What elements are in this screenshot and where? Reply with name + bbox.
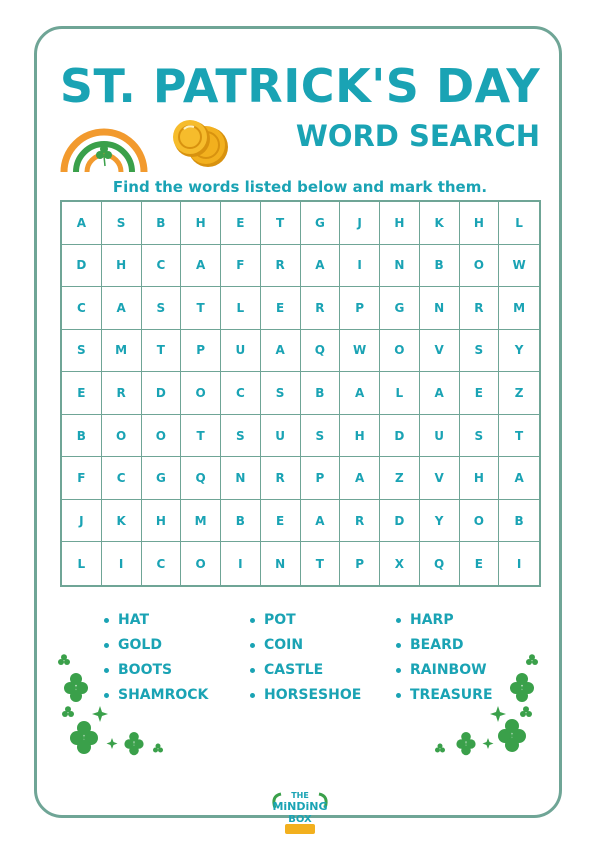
word-label: HORSESHOE: [264, 687, 362, 703]
grid-cell[interactable]: B: [221, 500, 261, 543]
grid-cell[interactable]: A: [62, 202, 102, 245]
grid-cell[interactable]: S: [460, 330, 500, 373]
grid-cell[interactable]: R: [261, 457, 301, 500]
grid-cell[interactable]: K: [102, 500, 142, 543]
grid-cell[interactable]: A: [499, 457, 539, 500]
grid-cell[interactable]: G: [301, 202, 341, 245]
grid-cell[interactable]: I: [340, 245, 380, 288]
grid-cell[interactable]: G: [142, 457, 182, 500]
grid-cell[interactable]: P: [181, 330, 221, 373]
clover-icon: [456, 732, 475, 755]
word-list-item: [250, 610, 396, 631]
word-list-item: [250, 635, 396, 656]
grid-cell[interactable]: O: [142, 415, 182, 458]
grid-cell[interactable]: A: [301, 245, 341, 288]
grid-cell[interactable]: B: [499, 500, 539, 543]
grid-cell[interactable]: Q: [420, 542, 460, 585]
grid-cell[interactable]: D: [62, 245, 102, 288]
grid-cell[interactable]: T: [181, 287, 221, 330]
grid-cell[interactable]: S: [102, 202, 142, 245]
word-label: COIN: [264, 637, 304, 653]
grid-cell[interactable]: O: [181, 372, 221, 415]
grid-cell[interactable]: C: [62, 287, 102, 330]
grid-cell[interactable]: O: [102, 415, 142, 458]
grid-cell[interactable]: L: [380, 372, 420, 415]
grid-cell[interactable]: S: [460, 415, 500, 458]
grid-cell[interactable]: K: [420, 202, 460, 245]
logo-line1: THE: [291, 791, 309, 800]
grid-cell[interactable]: M: [499, 287, 539, 330]
grid-cell[interactable]: F: [62, 457, 102, 500]
grid-cell[interactable]: C: [142, 245, 182, 288]
clover-icon: [70, 721, 98, 754]
clover-icon: [124, 732, 143, 755]
bullet-icon: [250, 693, 255, 698]
bullet-icon: [396, 618, 401, 623]
word-list-item: [104, 610, 250, 631]
clover-icon: [153, 744, 163, 753]
logo-line2: MiNDiNG: [272, 800, 328, 813]
grid-cell[interactable]: N: [261, 542, 301, 585]
clover-icon: [526, 654, 538, 665]
grid-cell[interactable]: C: [221, 372, 261, 415]
grid-cell[interactable]: T: [499, 415, 539, 458]
word-list-item: [396, 610, 524, 631]
grid-cell[interactable]: N: [221, 457, 261, 500]
grid-cell[interactable]: D: [380, 415, 420, 458]
clover-icon: [520, 706, 532, 717]
grid-cell[interactable]: A: [102, 287, 142, 330]
bullet-icon: [250, 618, 255, 623]
grid-cell[interactable]: B: [420, 245, 460, 288]
grid-cell[interactable]: E: [261, 500, 301, 543]
grid-cell[interactable]: C: [102, 457, 142, 500]
logo-icon: [269, 788, 331, 836]
grid-cell[interactable]: E: [460, 542, 500, 585]
grid-cell[interactable]: U: [221, 330, 261, 373]
clover-icon: [510, 673, 534, 702]
grid-cell[interactable]: T: [142, 330, 182, 373]
logo-line3: BOX: [288, 814, 312, 825]
grid-cell[interactable]: R: [340, 500, 380, 543]
grid-cell[interactable]: E: [261, 287, 301, 330]
grid-cell[interactable]: U: [261, 415, 301, 458]
bullet-icon: [396, 693, 401, 698]
clover-cluster-left: [54, 652, 174, 762]
grid-cell[interactable]: P: [301, 457, 341, 500]
clover-icon: [62, 706, 74, 717]
clover-cluster-right: [428, 652, 548, 762]
grid-cell[interactable]: R: [301, 287, 341, 330]
grid-cell[interactable]: H: [142, 500, 182, 543]
rainbow-icon: [58, 118, 150, 174]
grid-cell[interactable]: T: [261, 202, 301, 245]
grid-cell[interactable]: O: [460, 245, 500, 288]
grid-cell[interactable]: I: [102, 542, 142, 585]
grid-cell[interactable]: L: [499, 202, 539, 245]
grid-cell[interactable]: O: [380, 330, 420, 373]
gold-coins-icon: [170, 115, 234, 171]
grid-cell[interactable]: A: [261, 330, 301, 373]
grid-cell[interactable]: H: [460, 202, 500, 245]
grid-cell[interactable]: W: [499, 245, 539, 288]
clover-icon: [64, 673, 88, 702]
clover-icon: [58, 654, 70, 665]
grid-cell[interactable]: Q: [181, 457, 221, 500]
grid-cell[interactable]: O: [460, 500, 500, 543]
grid-cell[interactable]: U: [420, 415, 460, 458]
word-label: GOLD: [118, 637, 162, 653]
word-search-grid: [60, 200, 541, 587]
grid-cell[interactable]: N: [420, 287, 460, 330]
bullet-icon: [250, 668, 255, 673]
grid-cell[interactable]: E: [221, 202, 261, 245]
grid-cell[interactable]: S: [301, 415, 341, 458]
grid-cell[interactable]: H: [102, 245, 142, 288]
grid-cell[interactable]: B: [301, 372, 341, 415]
grid-cell[interactable]: F: [221, 245, 261, 288]
bullet-icon: [396, 668, 401, 673]
grid-cell[interactable]: A: [301, 500, 341, 543]
bullet-icon: [104, 643, 109, 648]
grid-cell[interactable]: O: [181, 542, 221, 585]
grid-cell[interactable]: I: [516, 556, 522, 571]
page-title: ST. PATRICK'S DAY: [59, 59, 541, 113]
instructions-text: Find the words listed below and mark them.: [112, 178, 488, 196]
word-label: CASTLE: [264, 662, 324, 678]
grid-cell[interactable]: W: [340, 330, 380, 373]
grid-cell[interactable]: Y: [499, 330, 539, 373]
sparkle-icon: [483, 706, 507, 749]
grid-cell[interactable]: B: [62, 415, 102, 458]
grid-cell[interactable]: P: [340, 287, 380, 330]
grid-cell[interactable]: T: [181, 415, 221, 458]
grid-cell[interactable]: A: [340, 457, 380, 500]
grid-cell[interactable]: S: [62, 330, 102, 373]
grid-cell[interactable]: C: [142, 542, 182, 585]
grid-cell[interactable]: L: [62, 542, 102, 585]
word-list-item: [250, 685, 396, 706]
word-label: SHAMROCK: [118, 687, 209, 703]
grid-cell[interactable]: R: [460, 287, 500, 330]
grid-cell[interactable]: A: [181, 245, 221, 288]
grid-cell[interactable]: E: [460, 372, 500, 415]
grid-cell[interactable]: G: [380, 287, 420, 330]
grid-cell[interactable]: E: [62, 372, 102, 415]
grid-cell[interactable]: M: [181, 500, 221, 543]
grid-cell[interactable]: R: [102, 372, 142, 415]
grid-cell[interactable]: D: [142, 372, 182, 415]
grid-cell[interactable]: A: [340, 372, 380, 415]
grid-cell[interactable]: S: [261, 372, 301, 415]
grid-cell[interactable]: H: [181, 202, 221, 245]
grid-cell[interactable]: Z: [380, 457, 420, 500]
grid-cell[interactable]: P: [340, 542, 380, 585]
word-label: RAINBOW: [410, 662, 487, 678]
word-label: BOOTS: [118, 662, 173, 678]
grid-cell[interactable]: M: [102, 330, 142, 373]
word-label: HAT: [118, 612, 150, 628]
page-subtitle: WORD SEARCH: [295, 119, 540, 153]
grid-cell[interactable]: V: [420, 330, 460, 373]
grid-cell[interactable]: Q: [301, 330, 341, 373]
grid-cell[interactable]: Y: [420, 500, 460, 543]
word-label: TREASURE: [410, 687, 493, 703]
bullet-icon: [396, 643, 401, 648]
grid-cell[interactable]: N: [380, 245, 420, 288]
word-label: POT: [264, 612, 296, 628]
word-list-item: [250, 660, 396, 681]
grid-cell[interactable]: H: [380, 202, 420, 245]
grid-cell[interactable]: J: [340, 202, 380, 245]
bullet-icon: [104, 618, 109, 623]
grid-cell[interactable]: J: [62, 500, 102, 543]
grid-cell[interactable]: H: [460, 457, 500, 500]
grid-cell[interactable]: D: [380, 500, 420, 543]
grid-cell[interactable]: I: [221, 542, 261, 585]
grid-cell[interactable]: S: [221, 415, 261, 458]
grid-cell[interactable]: Z: [499, 372, 539, 415]
grid-cell[interactable]: V: [420, 457, 460, 500]
grid-cell[interactable]: B: [142, 202, 182, 245]
clover-icon: [435, 744, 445, 753]
word-label: BEARD: [410, 637, 464, 653]
bullet-icon: [250, 643, 255, 648]
grid-cell[interactable]: T: [301, 542, 341, 585]
grid-cell[interactable]: S: [142, 287, 182, 330]
grid-cell[interactable]: H: [340, 415, 380, 458]
grid-cell[interactable]: A: [420, 372, 460, 415]
word-label: HARP: [410, 612, 454, 628]
grid-cell[interactable]: X: [380, 542, 420, 585]
grid-cell[interactable]: L: [221, 287, 261, 330]
grid-cell[interactable]: R: [261, 245, 301, 288]
clover-icon: [498, 719, 526, 752]
